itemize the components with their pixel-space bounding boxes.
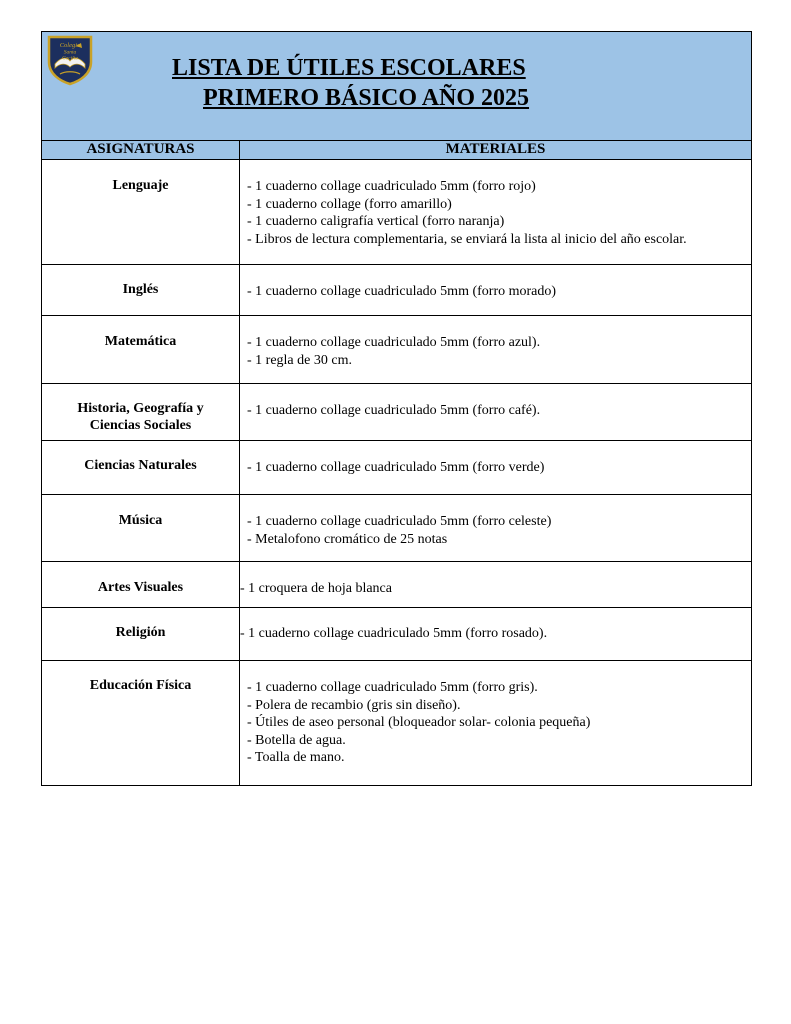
table-row	[42, 384, 752, 441]
material-item: - 1 regla de 30 cm.	[247, 352, 352, 368]
subject-cell	[42, 608, 240, 661]
material-item: - Libros de lectura complementaria, se enviará la lista al inicio del año escolar.	[247, 231, 687, 247]
material-item: - 1 croquera de hoja blanca	[240, 581, 392, 596]
table-row	[42, 562, 752, 608]
materials-cell	[240, 384, 752, 441]
subject-name: Lenguaje	[112, 178, 169, 193]
table-row	[42, 265, 752, 316]
subject-name: Historia, Geografía y	[77, 401, 204, 416]
materials-cell	[240, 562, 752, 608]
crest-text: Colegio	[59, 42, 81, 49]
materials-cell	[240, 495, 752, 562]
materials-cell	[240, 265, 752, 316]
subject-name: Inglés	[122, 282, 159, 297]
subject-name: Ciencias Naturales	[84, 458, 197, 473]
subject-cell	[42, 316, 240, 384]
material-item: - 1 cuaderno collage cuadriculado 5mm (forro morado)	[247, 284, 557, 299]
material-item: - 1 cuaderno collage (forro amarillo)	[247, 196, 452, 212]
subject-cell	[42, 441, 240, 495]
supplies-table	[41, 140, 752, 786]
material-item: - 1 cuaderno collage cuadriculado 5mm (forro rosado).	[240, 626, 548, 641]
subject-name: Artes Visuales	[97, 580, 184, 595]
svg-text:Santa: Santa	[63, 49, 77, 56]
header-banner	[41, 31, 752, 140]
subject-cell	[42, 562, 240, 608]
material-item: - 1 cuaderno collage cuadriculado 5mm (forro gris).	[247, 680, 538, 695]
table-row	[42, 661, 752, 786]
svg-text:Cecilia: Cecilia	[62, 55, 78, 62]
table-row	[42, 608, 752, 661]
material-item: - 1 cuaderno collage cuadriculado 5mm (forro azul).	[247, 335, 541, 350]
material-item: - Metalofono cromático de 25 notas	[247, 531, 448, 547]
subject-name: Ciencias Sociales	[89, 418, 192, 433]
materials-cell	[240, 661, 752, 786]
subject-name: Religión	[115, 625, 166, 640]
table-header-row	[42, 141, 752, 160]
material-item: - 1 cuaderno collage cuadriculado 5mm (forro café).	[247, 403, 541, 418]
page-subtitle: PRIMERO BÁSICO AÑO 2025	[203, 85, 530, 111]
material-item: - Botella de agua.	[247, 732, 346, 748]
materials-cell	[240, 160, 752, 265]
subject-cell	[42, 661, 240, 786]
page-title: LISTA DE ÚTILES ESCOLARES	[172, 55, 526, 81]
material-item: - Polera de recambio (gris sin diseño).	[247, 697, 461, 713]
material-item: - Útiles de aseo personal (bloqueador solar- colonia pequeña)	[247, 715, 591, 730]
column-header-subjects: ASIGNATURAS	[42, 141, 240, 160]
subject-cell	[42, 160, 240, 265]
subject-name: Música	[118, 513, 163, 528]
subject-cell	[42, 265, 240, 316]
table-row	[42, 160, 752, 265]
material-item: - Toalla de mano.	[247, 750, 345, 765]
school-crest-logo	[46, 34, 94, 86]
material-item: - 1 cuaderno collage cuadriculado 5mm (forro rojo)	[247, 179, 536, 194]
material-item: - 1 cuaderno collage cuadriculado 5mm (forro verde)	[247, 460, 545, 475]
subject-name: Educación Física	[89, 678, 192, 693]
column-header-materials: MATERIALES	[240, 141, 752, 160]
table-row	[42, 316, 752, 384]
materials-cell	[240, 316, 752, 384]
subject-cell	[42, 495, 240, 562]
table-body	[42, 160, 752, 786]
material-item: - 1 cuaderno caligrafía vertical (forro naranja)	[247, 214, 505, 229]
subject-name: Matemática	[104, 334, 177, 349]
table-row	[42, 495, 752, 562]
materials-cell	[240, 441, 752, 495]
table-row	[42, 441, 752, 495]
school-supplies-sheet	[41, 31, 752, 786]
material-item: - 1 cuaderno collage cuadriculado 5mm (forro celeste)	[247, 514, 552, 529]
subject-cell	[42, 384, 240, 441]
materials-cell	[240, 608, 752, 661]
